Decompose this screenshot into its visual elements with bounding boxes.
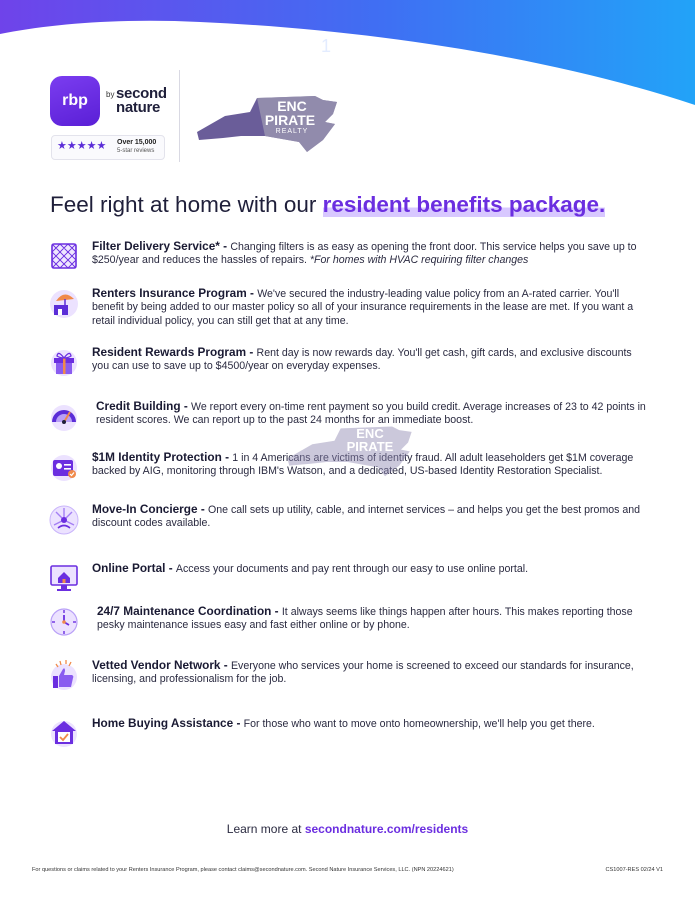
filter-icon — [48, 240, 80, 272]
benefit-title: Resident Rewards Program — [92, 345, 247, 359]
reviews-caption: 5-star reviews — [117, 148, 155, 154]
benefit-title: Move-In Concierge — [92, 502, 198, 516]
reviews-badge — [51, 135, 165, 160]
logo-divider — [179, 70, 180, 162]
partner-logo-line3: REALTY — [275, 128, 309, 135]
star-rating-icon: ★★★★★ — [57, 140, 107, 152]
thumbs-up-icon — [48, 659, 80, 691]
benefit-title-suffix: - — [197, 502, 209, 516]
benefit-description: It always seems like things happen after hours. This makes reporting those pesky maintenance issues easy and fast either online or by phone. — [97, 606, 633, 632]
benefit-description: One call sets up utility, cable, and internet services – and helps you get the best promos and discount codes available. — [92, 504, 641, 530]
document-code: CS1007-RES 02/24 V1 — [605, 867, 663, 873]
benefit-title-suffix: - — [271, 604, 282, 618]
benefit-title: $1M Identity Protection — [92, 450, 222, 464]
benefit-text — [92, 346, 648, 374]
benefit-title-suffix: - — [246, 286, 258, 300]
page-number: 1 — [321, 36, 332, 56]
benefit-description: Rent day is now rewards day. You'll get cash, gift cards, and exclusive discounts you can use to save up to $4500/year on everyday expenses. — [92, 347, 632, 373]
benefit-title-suffix: - — [246, 345, 257, 359]
benefit-text — [97, 605, 648, 633]
benefit-text — [92, 562, 648, 576]
benefit-description: Access your documents and pay rent through our easy to use online portal. — [175, 563, 529, 575]
rbp-by-label: by — [106, 90, 115, 99]
benefit-description: We report every on-time rent payment so you build credit. Average increases of 23 to 42 points in resident scores. We can report up to the past 24 months for an immediate boost. — [96, 401, 646, 427]
partner-logo-watermark — [285, 423, 415, 478]
partner-logo-line1: ENC — [277, 98, 307, 114]
benefit-title-suffix: - — [221, 450, 233, 464]
watermark-line1: ENC — [356, 426, 384, 441]
benefit-description: 1 in 4 Americans are victims of identity fraud. All adult leaseholders get $1M coverage backed by AIG, monitoring through IBM's Watson, and a dedicated, US-based Identity Restoration Specialist. — [92, 452, 634, 478]
benefit-title: Home Buying Assistance — [92, 716, 234, 730]
benefit-title: Vetted Vendor Network — [92, 658, 221, 672]
home-purchase-icon — [48, 717, 80, 749]
page-title-prefix: Feel right at home with our — [50, 192, 323, 217]
benefit-title-suffix: - — [165, 561, 176, 575]
benefit-description: For those who want to move onto homeownership, we'll help you get there. — [243, 718, 595, 730]
benefit-title: Filter Delivery Service — [92, 239, 216, 253]
benefit-title: Renters Insurance Program — [92, 286, 247, 300]
concierge-icon — [48, 503, 80, 535]
benefit-title-suffix: * - — [215, 239, 231, 253]
clock-icon — [48, 605, 80, 637]
benefit-description: Changing filters is as easy as opening the front door. This service helps you save up to $250/year and reduces the hassles of repairs. — [92, 241, 637, 267]
learn-more — [0, 822, 695, 836]
partner-logo-line2: PIRATE — [264, 112, 316, 128]
reviews-count: Over 15,000 — [117, 139, 157, 146]
benefit-text — [92, 240, 648, 268]
benefit-text — [92, 717, 648, 731]
rbp-badge: rbp — [50, 76, 100, 126]
benefit-text — [92, 503, 648, 531]
benefit-text — [92, 287, 648, 328]
watermark-line2: PIRATE — [346, 439, 394, 454]
benefit-title-suffix: - — [220, 658, 231, 672]
benefit-description: We've secured the industry-leading value policy from an A-rated carrier. You'll benefit by being added to our master policy so all of your insurance requirements in the lease are met. If you want a retail individual policy, you can still get that at any time. — [92, 288, 634, 327]
partner-logo — [195, 92, 340, 154]
benefit-text — [92, 659, 648, 687]
learn-more-link[interactable]: secondnature.com/residents — [304, 822, 469, 836]
benefit-title-suffix: - — [180, 399, 192, 413]
computer-house-icon — [48, 562, 80, 594]
page-title — [50, 192, 605, 218]
gift-icon — [48, 346, 80, 378]
page-title-highlight: resident benefits package. — [322, 192, 606, 217]
benefit-description: Everyone who services your home is screened to exceed our standards for insurance, licensing, and professionalism for the job. — [92, 660, 634, 686]
benefit-title: 24/7 Maintenance Coordination — [97, 604, 272, 618]
brand-name-line2: nature — [116, 99, 161, 116]
credit-gauge-icon — [48, 400, 80, 432]
benefit-footnote: *For homes with HVAC requiring filter changes — [309, 254, 529, 267]
umbrella-house-icon — [48, 287, 80, 319]
id-card-icon — [48, 451, 80, 483]
benefit-title: Online Portal — [92, 561, 166, 575]
learn-more-prefix: Learn more at — [226, 822, 305, 836]
brand-name-line1: second — [116, 85, 167, 102]
benefit-title-suffix: - — [233, 716, 244, 730]
footer-disclaimer: For questions or claims related to your Renters Insurance Program, please contact claims@secondnature.com. Second Nature Insurance Services, LLC. (NPN 20224621) — [32, 867, 454, 873]
rbp-logo — [50, 72, 170, 132]
benefit-title: Credit Building — [96, 399, 181, 413]
